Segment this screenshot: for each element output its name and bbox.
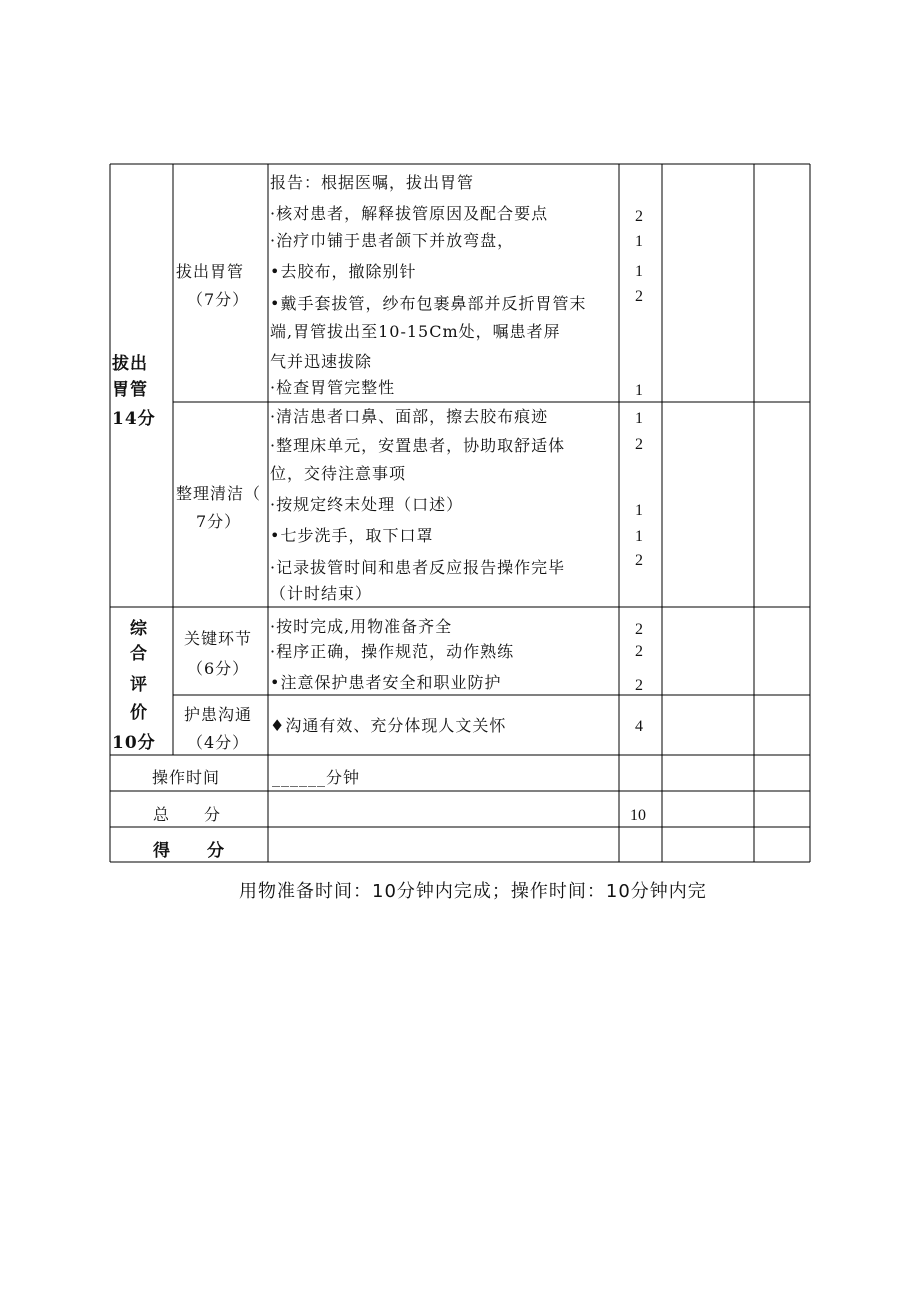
point-value: 1	[635, 528, 643, 545]
section2-title-char: 综	[130, 619, 148, 639]
section2-title-char: 合	[130, 644, 148, 664]
total-score-value: 10	[630, 807, 646, 824]
point-value: 2	[635, 288, 643, 305]
sub-item-score: 7分）	[196, 512, 242, 531]
section1-title-score: 14分	[112, 409, 156, 429]
criterion-text: •注意保护患者安全和职业防护	[270, 673, 502, 692]
criterion-text: 报告：根据医嘱，拔出胃管	[270, 173, 475, 192]
point-value: 1	[635, 233, 643, 250]
criterion-text: ·治疗巾铺于患者颌下并放弯盘，	[270, 231, 515, 250]
criterion-text: ·按时完成,用物准备齐全	[270, 617, 453, 636]
sub-item-score: （6分）	[187, 659, 250, 678]
criterion-text: 位，交待注意事项	[270, 464, 407, 483]
section1-title-line1: 拔出	[112, 354, 148, 374]
operation-time-blank: ______分钟	[272, 768, 361, 787]
section1-title-line2: 胃管	[112, 380, 148, 400]
point-value: 1	[635, 502, 643, 519]
point-value: 2	[635, 208, 643, 225]
criterion-text: ·程序正确，操作规范，动作熟练	[270, 642, 515, 661]
point-value: 4	[635, 718, 643, 735]
criterion-text: ·核对患者，解释拔管原因及配合要点	[270, 204, 549, 223]
sub-item-name: 整理清洁（	[176, 484, 262, 503]
sub-item-score: （7分）	[187, 290, 250, 309]
sub-item-name: 关键环节	[184, 629, 253, 648]
criterion-text: •七步洗手，取下口罩	[270, 526, 434, 545]
total-score-label: 总 分	[153, 805, 222, 824]
criterion-text: ·清洁患者口鼻、面部，擦去胶布痕迹	[270, 407, 549, 426]
operation-time-label: 操作时间	[152, 768, 221, 787]
point-value: 2	[635, 677, 643, 694]
criterion-text: 气并迅速拔除	[270, 352, 373, 371]
criterion-text: ·检查胃管完整性	[270, 378, 396, 397]
criterion-text: ·按规定终末处理（口述）	[270, 495, 464, 514]
point-value: 2	[635, 643, 643, 660]
point-value: 1	[635, 410, 643, 427]
point-value: 2	[635, 436, 643, 453]
point-value: 2	[635, 552, 643, 569]
point-value: 1	[635, 263, 643, 280]
point-value: 2	[635, 621, 643, 638]
section2-title-score: 10分	[112, 733, 156, 753]
criterion-text: （计时结束）	[270, 584, 373, 603]
point-value: 1	[635, 382, 643, 399]
criterion-text: ·记录拔管时间和患者反应报告操作完毕	[270, 558, 566, 577]
time-requirement-note: 用物准备时间：10分钟内完成；操作时间：10分钟内完	[239, 881, 707, 902]
earned-score-label: 得 分	[153, 841, 225, 861]
criterion-text: ♦沟通有效、充分体现人文关怀	[270, 716, 507, 735]
sub-item-name: 拔出胃管	[176, 262, 245, 281]
criterion-text: ·整理床单元，安置患者，协助取舒适体	[270, 436, 566, 455]
sub-item-score: （4分）	[187, 733, 250, 752]
sub-item-name: 护患沟通	[184, 705, 253, 724]
section2-title-char: 价	[130, 703, 148, 723]
section2-title-char: 评	[130, 675, 148, 695]
criterion-text: 端,胃管拔出至10-15Cm处，嘱患者屏	[270, 322, 561, 341]
criterion-text: •去胶布，撤除别针	[270, 262, 417, 281]
criterion-text: •戴手套拔管，纱布包裹鼻部并反折胃管末	[270, 294, 587, 313]
